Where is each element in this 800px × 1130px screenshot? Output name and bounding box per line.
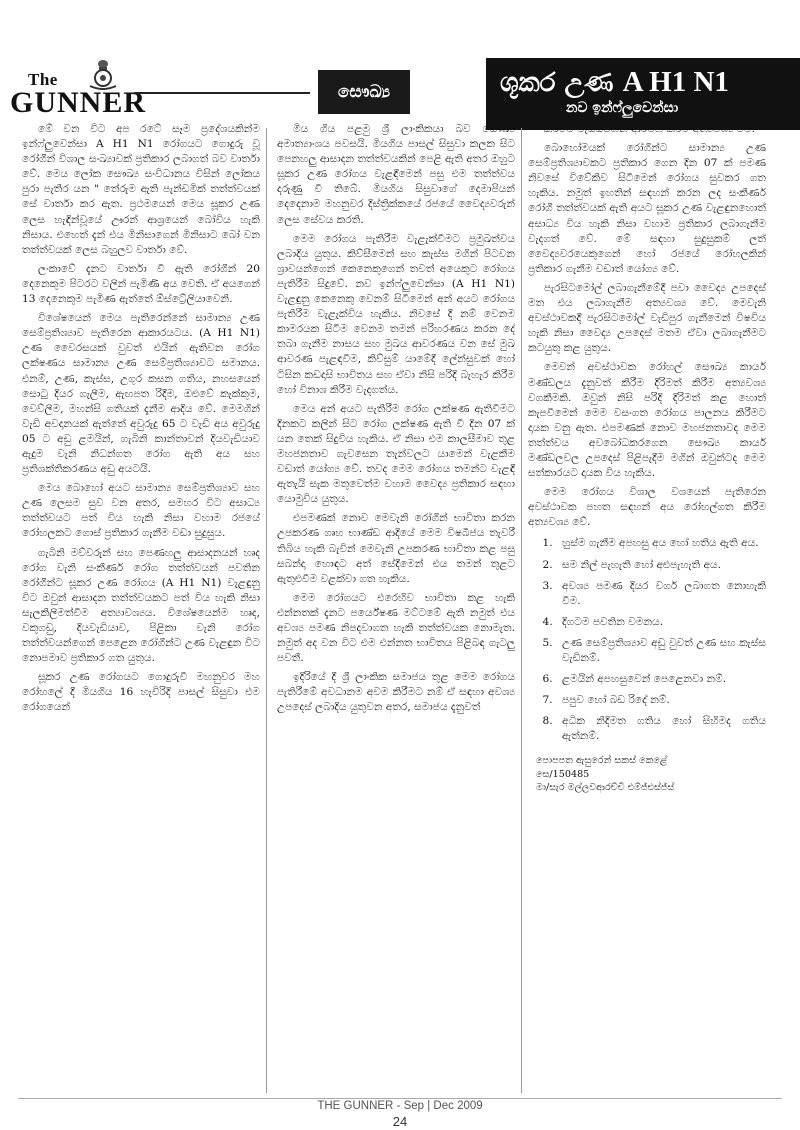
paragraph: මෙය බොහෝ අයට සාමාන්‍ය සෙම්ප්‍රතිශ්‍යාව සහ උණ ලෙසම සුව වන අතර, සමහර විට අසාධ්‍ය තත්ත්වයට පත් විය හැකි නිසා වහාම රජයේ රෝහලකට ගොස් ප්‍රතිකාර ගැනීම වඩා සුදුසුය. [22,482,260,540]
paragraph: මෙම රෝගය පැතිරීම වැළැක්වීමට ප්‍රමුඛත්වය ලබාදිය යුතුය. කිව්සීමෙන් සහ කැස්ස මගින් පිටවන ශ්‍රාවයන්ගෙන් කෙනෙකුගෙන් තවත් අයෙකුට රෝගය පැතිරීම සිදුවේ. නව ඉන්ෆ්ලුවෙන්සා (A H1 N1) වැළඳුනු කෙනෙකු වෙනම් සිටීමෙන් අන් අයට රෝගය පැතිරීම වැළැක්විය හැකිය. නිවසේ දී නම් වෙනම කාමරයක සිටීම වෙනම තමන් පරිහරණය කරන දේ තබා ගැනීම නාසය සහ මුඛය ආවරණය වන සේ මුඛ ආවරණ පැළඳවීම, කිව්සුම් යාමේදී ලේන්සුවක් හෝ ටිසින කඩදාසි භාවිතය සහ ඒවා නිසි පරිදි බැහැර කිරීම හෝ විනාශ කිරීම වැදගත්ය. [277,232,515,396]
paragraph: සූකර උණ රෝගයට ගොදුරුවී මහනුවර මහ රෝහලේ දී මියගිය 16 හැවිරිදි පාසල් සිසුවා එම රෝගයෙන් [22,671,260,714]
column-1 [22,122,260,1094]
masthead-rule [134,92,310,94]
magazine-logo [6,58,147,120]
section-label: සෞඛ්‍ය [318,70,410,114]
paragraph: විශේෂයෙන් මෙය පැතිරෙන්නේ සාමාන්‍ය උණ සෙම්ප්‍රතිශ්‍යාව පැතිරෙන ආකාරයටය. (A H1 N1) උණ වෛරසයක් වුවත් එයින් ඇතිවන රෝග ලක්ෂණය සාමාන්‍ය උණ සෙම්ප්‍රතිශ්‍යාවට සමානය. එනම්, උණ, කැස්ස, උගුර කසන ගතිය, නහසයෙන් සොටු දියර ගැලීම, ඇඟපත රිදීම, ඔළුවේ කැක්කුම, වෙව්ලීම, මහන්සි ගතියක් දැනීම ආදිය වේ. මෙමගින් වැඩි අවදානයක් ඇත්තේ අවුරුදු 65 ට වැඩි අය අවුරුදු 05 ට අඩු ළමයින්, ගැබිනි කාන්තාවන් දියවැඩියාව ඇදුම වැනි නිධන්ගත රෝග ඇති අය සහ ප්‍රතිශක්තිකරණය අඩු අයටයි. [22,312,260,476]
page-footer: THE GUNNER - Sep | Dec 2009 [317,1100,483,1112]
paragraph: ලංකාවේ දැනට වාර්තා වී ඇති රෝගීන් 20 දෙනෙකුම පිටරට වලින් පැමිණි අය වෙති. ඒ අයගෙන් 13 දෙනෙකුම පැමිණ ඇත්තේ ඕස්ට්‍රේලියාවෙනි. [22,262,260,306]
footer-rule [18,1098,782,1099]
paragraph: කිරීමේ වැඩසටහන් ආරම්භ කිරීම අත්‍යවශ්‍ය වේ. [544,123,756,135]
article-subtitle: නව ඉන්ෆ්ලුවෙන්සා [566,100,679,116]
list-item: 5. උණ සෙම්ප්‍රතිශ්‍යාව අඩු වුවත් උණ සහ කැස්ස වැඩිනම්. [556,636,766,666]
column-2 [277,122,515,1094]
credit-line: පොපපත ඇසුරෙන් සකස් කෙළේ [536,755,668,767]
paragraph: මේ වන විට අප රටේ සෑම ප්‍රදේශයකින්ම ඉන්ෆ්ලුවෙන්සා A H1 N1 රෝගයට ගොදුරු වූ රෝගීන් විශාල සංඛ්‍යාවක් ප්‍රතිකාර ලබාගත් බව වාර්තා වේ. මෙය ලෝක සෞඛ්‍ය සංවිධානය විසින් ලෝකය පුරා පැතිර යන " තේරුම ඇති පැන්ඩමික් තත්ත්වයක් සේ වාර්තා කර ඇත. ප්‍රථමයෙන් මෙය සූකර උණ ලෙස හැඳින්වූයේ ඌරන් ආශ්‍රයෙන් බෝවිය හැකි නිසාය. එහෙත් දැන් එය මිනිසාගෙන් මිනිසාට බෝ වන තත්ත්වයක් ලෙස බහුලව වාර්තා වේ. [22,123,260,256]
list-item: 1. හුස්ම ගැනීම අපහසු අය හෝ හතිය ඇති අය. [556,536,766,551]
column-3 [528,122,766,1094]
paragraph: මිය ගිය පළමු ශ්‍රී ලාංකිකයා බව සෞඛ්‍ය අමාත්‍යාංශය පවසයි. මියගිය පාසල් සිසුවා කලක සිට පෙනහලු ආසාදන තත්ත්වයකින් පෙළි ඇති අතර ඔහුට සූකර උණ රෝගය වැළඳීමෙන් පසු එම තත්ත්වය දරුණු වී තිබේ. මියගිය සිසුවාගේ දෙමාපියන් දෙදෙනාම මහනුවර දිස්ත්‍රික්කයේ රජයේ වෛද්‍යවරුන් ලෙස සේවය කරති. [277,123,515,226]
article-title-code: A H1 N1 [622,66,729,98]
paragraph: මෙම රෝගය විශාල වශයෙන් පැතිරෙන අවස්ථාවක පහත සඳහන් අය රෝහල්ගත කිරීම අත්‍යවශ්‍ය වේ. [528,486,766,529]
paragraph: ගැබිනි මව්වරුන් සහ පෙණහලු ආසාදනයන් හෘද රෝග වැනි සංකීර්ණ රෝග තත්ත්වයන් පවතින රෝගීන්ට සූකර උණ රෝගය (A H1 N1) වැළඳුනු විට ඔවුන් ආසාදන තත්ත්වයකට පත් විය හැකි නිසා සැලකිලිමත්වීම අත්‍යාවශ්‍යය. විශේෂයෙන්ම හෘද, වකුගඩු, දියවැඩියාව, පිළිකා වැනි රෝග තත්ත්වයන්ගෙන් පෙළෙන රෝගීන්ට උණ වැළඳුන විට නොපමාව ප්‍රතිකාර ගත යුතුය. [22,546,260,665]
article-title [500,66,729,99]
paragraph: මෙවන් අවස්ථාවක රෝහල් සෞඛ්‍ය කාර්ය මණ්ඩලය දැනුවත් කිරීම දිරිමත් කිරීම අත්‍යවශ්‍ය වගකීමකි. ඔවුන් නිසි පරිදි දිරිමත් කළ හොත් කැපවීමෙන් මෙම වසංගත රෝගය පාලනය කිරීමට දායක වනු ඇත. එපමණක් නොව මහජනතාවද මෙම තත්ත්වය අවබෝධකරගෙන සෞඛ්‍ය කාර්ය මණ්ඩලවල උපදෙස් පිළිපැදීම මගින් ඔවුන්ටද මෙම සත්කාරයට දායක විය හැකිය. [528,361,766,480]
paragraph: ඉදිරියේ දී ශ්‍රී ලාංකික සමාජය තුළ මෙම රෝගය පැතිරීමේ අවධානම අවම කිරීමට නම් ඒ සඳහා අවශ්‍ය උපදෙස් ලබාදිය යුතුවන අතර, සමාජය දැනුවත් [277,671,515,714]
credit-line: සෙ/150485 [536,768,590,780]
paragraph: බොහෝමයක් රෝගීන්ට සාමාන්‍ය උණ සෙම්ප්‍රතිශ්‍යාවකට ප්‍රතිකාර ගෙන දින 07 ක් පමණ නිවසේ විවේකිව සිටීමෙන් රෝගය සුවකර ගත හැකිය. නමුත් ඉහතින් සඳහන් කරන ලද සංකීර්ණ රෝගී තත්ත්වයක් ඇති අයට සූකර උණ වැළඳුනහොත් අසාධ්‍ය විය හැකි නිසා වහාම ප්‍රතිකාර ලබාගැනීම වැදගත් වේ. මේ සඳහා සුදුසුකම් ලත් වෛද්‍යවරයෙකුගෙන් හෝ රජයේ රෝහලකින් ප්‍රතිකාර ගැනීම වඩාත් යෝග්‍ය වේ. [528,142,766,275]
paragraph: මෙම රෝගයට එරෙහිව භාවිතා කළ හැකි එන්නතක් දැනට පර්යේෂණ මට්ටමේ ඇති නමුත් එය අවශ්‍ය පමණ නිපදවාගත හැකි තත්ත්වයක නොමැත. නමුත් අද වන විට එම එන්නත භාවිතය පිළිබඳ ගැටලු පවතී. [277,591,515,665]
hospitalization-criteria-list [528,536,766,744]
article-body [18,122,782,1094]
list-item: 3. අවශ්‍ය පමණ දියර වර්ග ලබාගත නොහැකි වීම. [556,579,766,609]
logo-gunner: GUNNER [10,86,147,119]
list-item: 8. අධික නිදිමත ගතිය හෝ සිහිමද ගතිය ඇත්නම්. [556,714,766,744]
credit-line: මා/සැර මල්ලවආරච්චි එම්ජ්එස්ජ්ස් [536,782,675,794]
list-item: 6. ළමයින් අපහසුවෙන් පෙළෙනවා නම්. [556,672,766,687]
page-number: 24 [392,1114,408,1129]
article-title-sinhala: ශූකර උණ [500,68,614,98]
paragraph: එපමණක් නොව මෙවැනි රෝගීන් භාවිතා කරන උපකරණ ගෘහ භාණ්ඩ ආදියේ මෙම විෂබීජය තැවරී තිබිය හැකි බැවින් මෙවැනි උපකරණ භාවිතා කළ පසු සබන්දා හොඳට අත් සේදීමෙන් එය තමන් තුළට ඇතුළුවීම වළක්වා ගත හැකිය. [277,512,515,585]
author-credit [528,754,766,795]
paragraph: පැරසිටමෝල් ලබාගැනීමේදී පවා වෛද්‍ය උපදෙස් මත එය ලබාගැනීම අත්‍යවශ්‍ය වේ. මෙවැනි අවස්ථාවකදී පැරසිටමෝල් වැඩිපුර ගැනීමෙන් විෂවිය හැකි නිසා වෛද්‍ය උපදෙස් මතම ඒවා ලබාගැනීමට කටයුතු කළ යුතුය. [528,281,766,355]
paragraph: මෙය අන් අයට පැතිරීම රෝග ලක්ෂණ ඇතිවීමට දිනකට කලින් සිට රෝග ලක්ෂණ ඇති වී දින 07 ක් යන තෙක් සිදුවිය හැකිය. ඒ නිසා එම කාලසීමාව තුළ මහජනතාව ගැවසෙන තැන්වලට යාමෙන් වැළකීම වඩාත් යෝග්‍ය වේ. තවද මෙම රෝගය තමන්ට වැළඳී ඇතැයි සැක මතුවෙත්ම වහාම වෛද්‍ය ප්‍රතිකාර සඳහා යොමුවිය යුතුය. [277,402,515,506]
list-item: 7. පපුව හෝ බඩ රිදේ නම්. [556,693,766,708]
masthead [0,58,800,130]
logo-the: The [28,70,58,89]
list-item: 2. සම නිල් පැහැති හෝ අළුපැහැති අය. [556,558,766,573]
list-item: 4. දිගටම පවතින වමනය. [556,615,766,630]
